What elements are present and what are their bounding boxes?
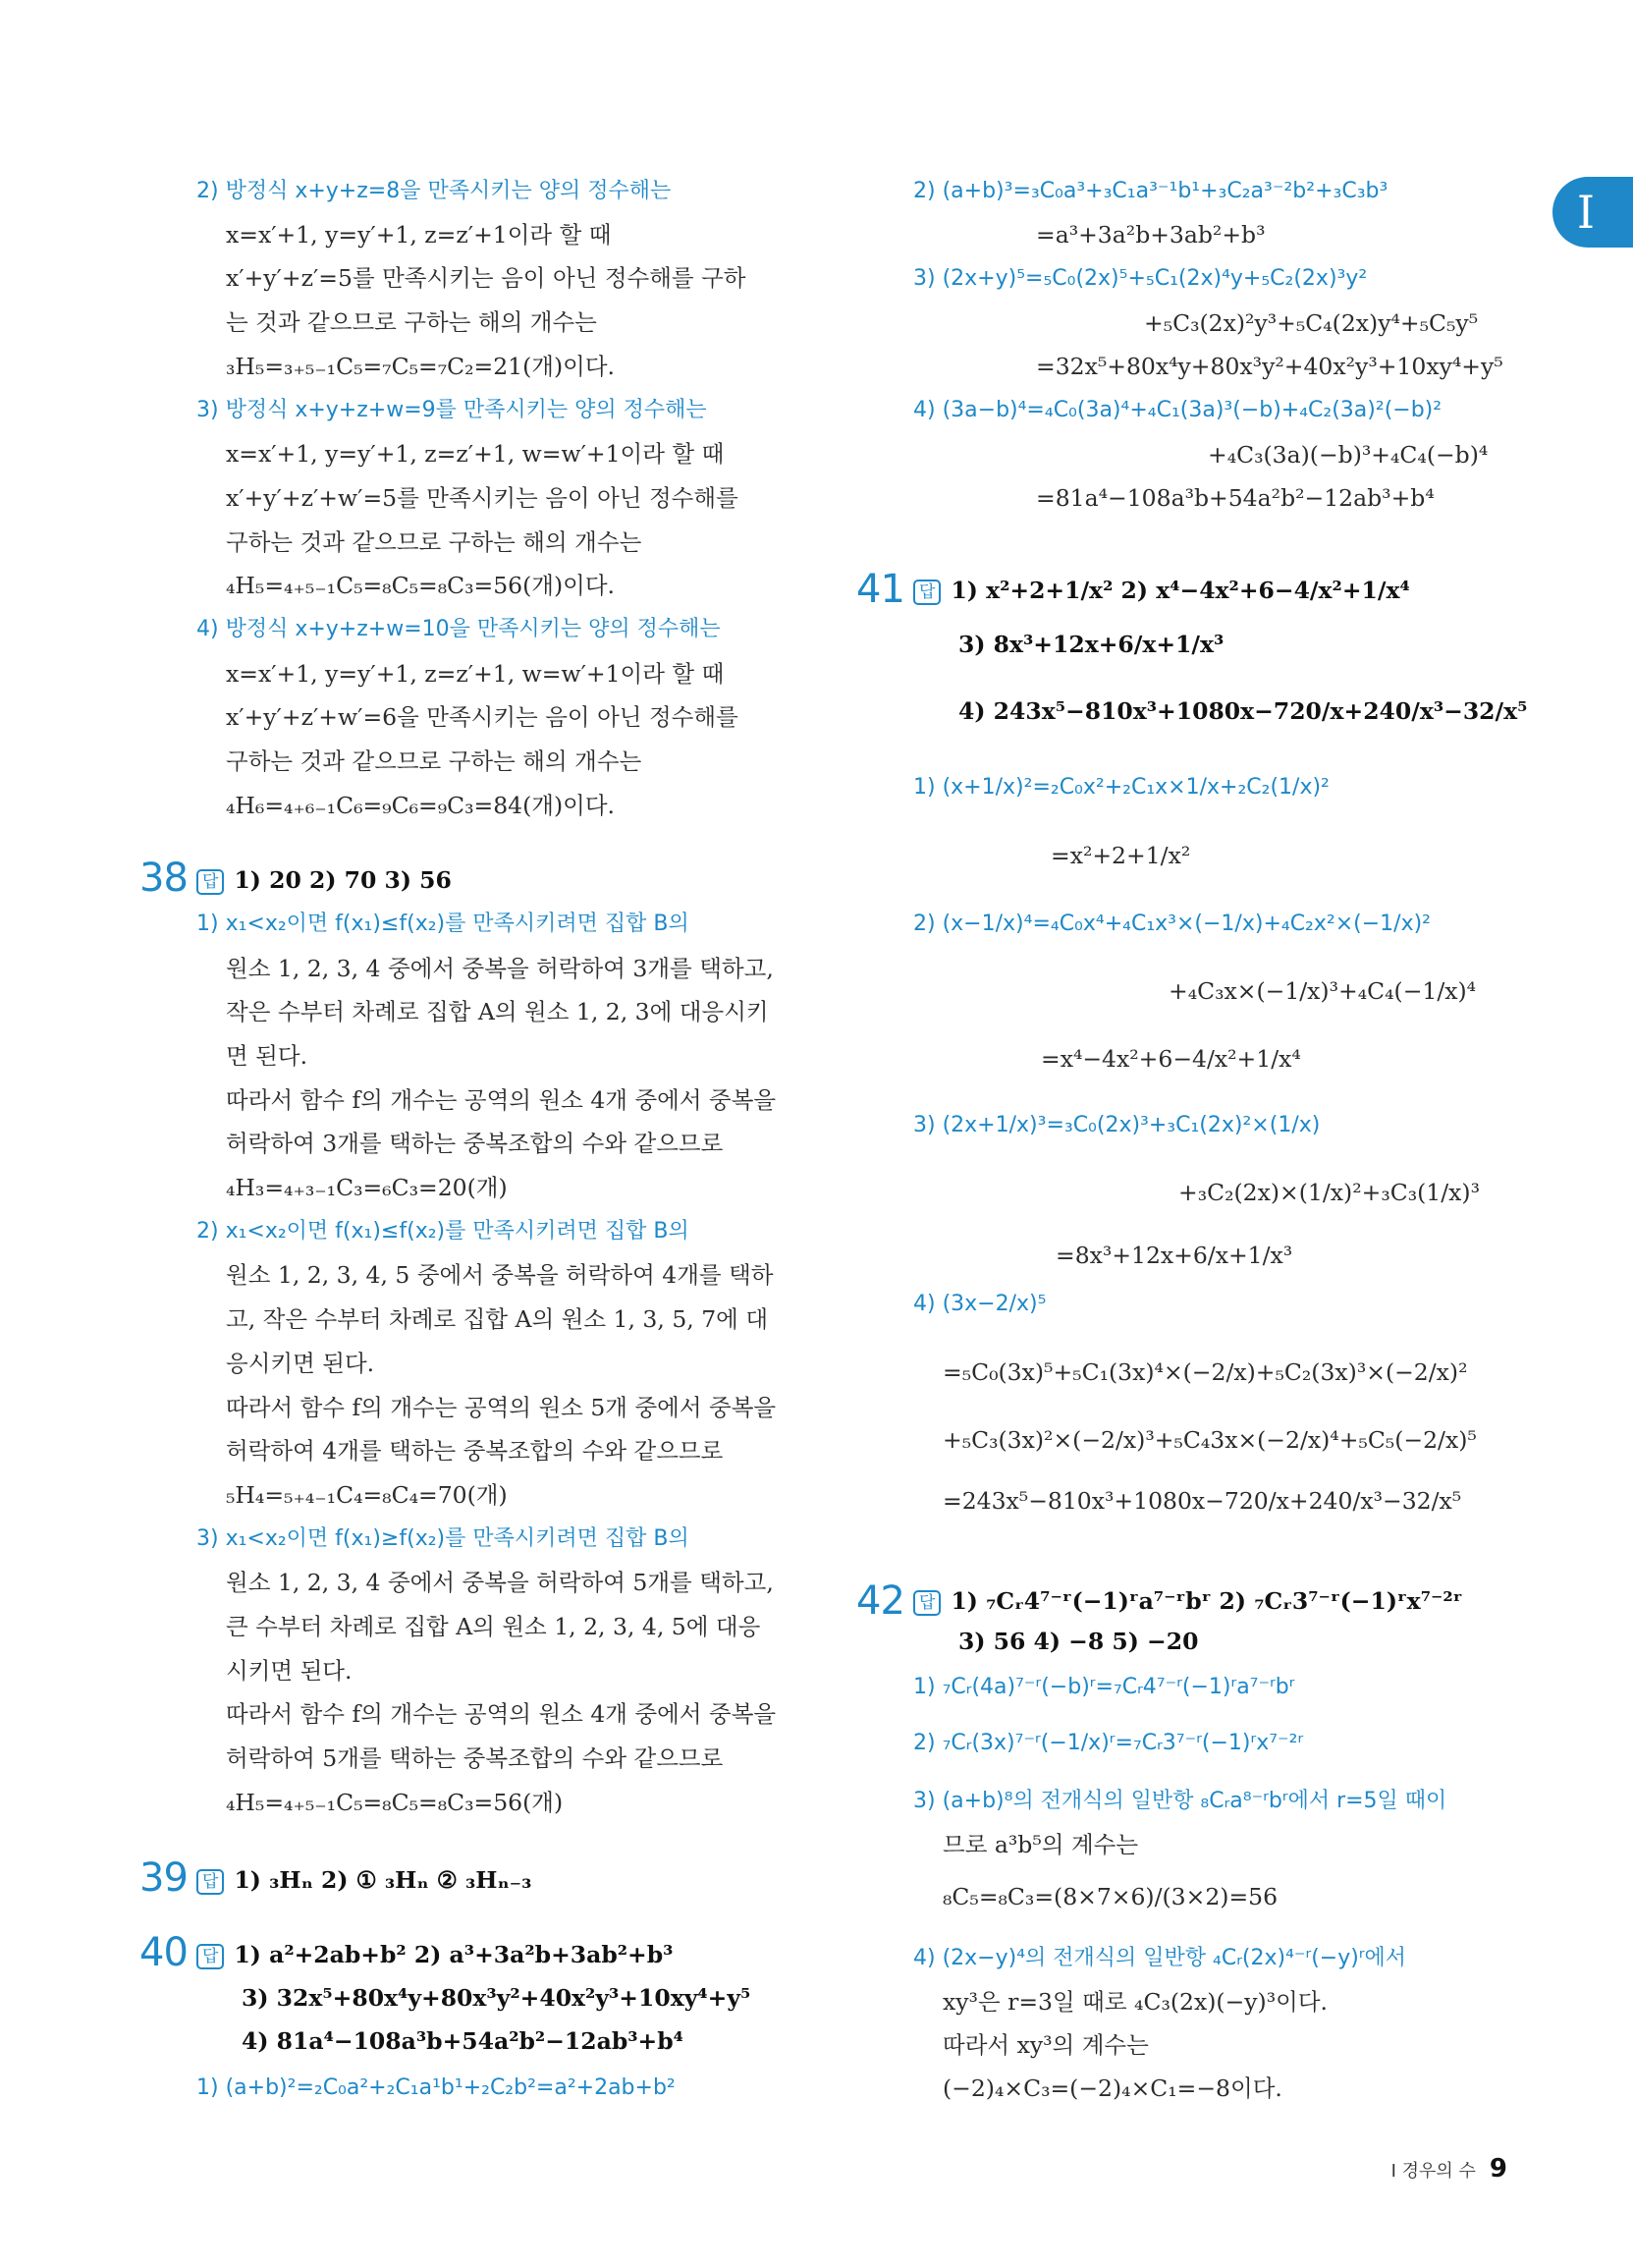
answer-line: 3) 32x⁵+80x⁴y+80x³y²+40x²y³+10xy⁴+y⁵ <box>242 1984 751 2012</box>
text-line: 4) (3x−2/x)⁵ <box>913 1292 1047 1316</box>
answer-line: 답 1) 20 2) 70 3) 56 <box>196 864 452 896</box>
text-line: ₄H₆=₄₊₆₋₁C₆=₉C₆=₉C₃=84(개)이다. <box>226 792 616 819</box>
text-line: 허락하여 4개를 택하는 중복조합의 수와 같으므로 <box>226 1437 724 1465</box>
text-line: 허락하여 5개를 택하는 중복조합의 수와 같으므로 <box>226 1744 724 1772</box>
text-line: 는 것과 같으므로 구하는 해의 개수는 <box>226 308 597 336</box>
chapter-title: I 경우의 수 <box>1390 2161 1476 2182</box>
text-line: +₅C₃(3x)²×(−2/x)³+₅C₄3x×(−2/x)⁴+₅C₅(−2/x)⁵ <box>943 1426 1477 1454</box>
text-line: 4) (3a−b)⁴=₄C₀(3a)⁴+₄C₁(3a)³(−b)+₄C₂(3a)²(−b)² <box>913 398 1442 422</box>
text-line: =81a⁴−108a³b+54a²b²−12ab³+b⁴ <box>1036 484 1435 512</box>
text-line: 응시키면 된다. <box>226 1350 375 1377</box>
text-line: 3) (a+b)⁸의 전개식의 일반항 ₈Cᵣa⁸⁻ʳbʳ에서 r=5일 때이 <box>913 1789 1447 1813</box>
text-line: 시키면 된다. <box>226 1657 353 1685</box>
text-line: 3) x₁<x₂이면 f(x₁)≥f(x₂)를 만족시키려면 집합 B의 <box>196 1526 689 1551</box>
text-line: =32x⁵+80x⁴y+80x³y²+40x²y³+10xy⁴+y⁵ <box>1036 353 1503 380</box>
answer-line: 3) 8x³+12x+6/x+1/x³ <box>958 631 1225 658</box>
text-line: 4) 방정식 x+y+z+w=10을 만족시키는 양의 정수해는 <box>196 617 721 641</box>
text-line: 2) (x−1/x)⁴=₄C₀x⁴+₄C₁x³×(−1/x)+₄C₂x²×(−1/x)² <box>913 912 1432 936</box>
text-line: 1) (x+1/x)²=₂C₀x²+₂C₁x×1/x+₂C₂(1/x)² <box>913 775 1330 800</box>
answer-badge: 답 <box>196 1869 224 1895</box>
text-line: 허락하여 3개를 택하는 중복조합의 수와 같으므로 <box>226 1130 724 1157</box>
text-line: ₃H₅=₃₊₅₋₁C₅=₇C₅=₇C₂=21(개)이다. <box>226 353 616 380</box>
text-line: 2) 방정식 x+y+z=8을 만족시키는 양의 정수해는 <box>196 179 672 203</box>
answer-line: 답 1) x²+2+1/x² 2) x⁴−4x²+6−4/x²+1/x⁴ <box>913 575 1410 606</box>
text-line: 따라서 함수 f의 개수는 공역의 원소 4개 중에서 중복을 <box>226 1700 777 1728</box>
question-number: 38 <box>139 856 188 901</box>
text-line: 원소 1, 2, 3, 4 중에서 중복을 허락하여 3개를 택하고, <box>226 955 774 982</box>
text-line: 구하는 것과 같으므로 구하는 해의 개수는 <box>226 528 642 556</box>
text-line: x′+y′+z′+w′=5를 만족시키는 음이 아닌 정수해를 <box>226 484 738 512</box>
answer-badge: 답 <box>196 869 224 895</box>
text-line: x=x′+1, y=y′+1, z=z′+1, w=w′+1이라 할 때 <box>226 660 725 688</box>
text-line: +₄C₃(3a)(−b)³+₄C₄(−b)⁴ <box>1208 441 1489 469</box>
text-line: x′+y′+z′+w′=6을 만족시키는 음이 아닌 정수해를 <box>226 703 738 731</box>
text-line: 1) ₇Cᵣ(4a)⁷⁻ʳ(−b)ʳ=₇Cᵣ4⁷⁻ʳ(−1)ʳa⁷⁻ʳbʳ <box>913 1675 1295 1699</box>
text-line: 2) ₇Cᵣ(3x)⁷⁻ʳ(−1/x)ʳ=₇Cᵣ3⁷⁻ʳ(−1)ʳx⁷⁻²ʳ <box>913 1731 1304 1755</box>
text-line: 고, 작은 수부터 차례로 집합 A의 원소 1, 3, 5, 7에 대 <box>226 1305 769 1333</box>
answer-line: 4) 81a⁴−108a³b+54a²b²−12ab³+b⁴ <box>242 2027 683 2055</box>
answer-line: 답 1) ₃Hₙ 2) ① ₃Hₙ ② ₃Hₙ₋₃ <box>196 1864 531 1896</box>
text-line: 큰 수부터 차례로 집합 A의 원소 1, 2, 3, 4, 5에 대응 <box>226 1613 761 1640</box>
answer-line: 4) 243x⁵−810x³+1080x−720/x+240/x³−32/x⁵ <box>958 697 1528 725</box>
text-line: 따라서 함수 f의 개수는 공역의 원소 5개 중에서 중복을 <box>226 1394 777 1421</box>
question-number: 41 <box>856 567 904 612</box>
text-line: 1) (a+b)²=₂C₀a²+₂C₁a¹b¹+₂C₂b²=a²+2ab+b² <box>196 2075 676 2100</box>
question-number: 39 <box>139 1855 188 1901</box>
text-line: ₄H₅=₄₊₅₋₁C₅=₈C₅=₈C₃=56(개) <box>226 1789 564 1816</box>
text-line: =8x³+12x+6/x+1/x³ <box>1056 1242 1293 1269</box>
text-line: =a³+3a²b+3ab²+b³ <box>1036 221 1266 249</box>
answer-badge: 답 <box>196 1944 224 1969</box>
chapter-side-tab: I <box>1552 177 1633 248</box>
question-number: 40 <box>139 1930 188 1975</box>
text-line: ₄H₅=₄₊₅₋₁C₅=₈C₅=₈C₃=56(개)이다. <box>226 572 616 599</box>
text-line: ₅H₄=₅₊₄₋₁C₄=₈C₄=70(개) <box>226 1481 508 1509</box>
text-line: =₅C₀(3x)⁵+₅C₁(3x)⁴×(−2/x)+₅C₂(3x)³×(−2/x)² <box>943 1358 1468 1386</box>
text-line: 원소 1, 2, 3, 4 중에서 중복을 허락하여 5개를 택하고, <box>226 1569 774 1596</box>
text-line: 3) (2x+1/x)³=₃C₀(2x)³+₃C₁(2x)²×(1/x) <box>913 1113 1321 1137</box>
page-footer <box>1391 2154 1507 2184</box>
text-line: =x⁴−4x²+6−4/x²+1/x⁴ <box>1041 1045 1301 1073</box>
text-line: 므로 a³b⁵의 계수는 <box>943 1831 1139 1858</box>
question-number: 42 <box>856 1578 904 1624</box>
text-line: 따라서 함수 f의 개수는 공역의 원소 4개 중에서 중복을 <box>226 1086 777 1114</box>
text-line: 2) (a+b)³=₃C₀a³+₃C₁a³⁻¹b¹+₃C₂a³⁻²b²+₃C₃b³ <box>913 179 1388 203</box>
answer-line: 3) 56 4) −8 5) −20 <box>958 1628 1199 1655</box>
text-line: x′+y′+z′=5를 만족시키는 음이 아닌 정수해를 구하 <box>226 264 746 292</box>
text-line: 따라서 xy³의 계수는 <box>943 2031 1149 2059</box>
text-line: 작은 수부터 차례로 집합 A의 원소 1, 2, 3에 대응시키 <box>226 998 769 1025</box>
text-line: 원소 1, 2, 3, 4, 5 중에서 중복을 허락하여 4개를 택하 <box>226 1261 774 1289</box>
text-line: xy³은 r=3일 때로 ₄C₃(2x)(−y)³이다. <box>943 1988 1328 2016</box>
text-line: 4) (2x−y)⁴의 전개식의 일반항 ₄Cᵣ(2x)⁴⁻ʳ(−y)ʳ에서 <box>913 1946 1407 1970</box>
text-line: =243x⁵−810x³+1080x−720/x+240/x³−32/x⁵ <box>943 1487 1462 1515</box>
text-line: ₄H₃=₄₊₃₋₁C₃=₆C₃=20(개) <box>226 1174 508 1201</box>
answer-badge: 답 <box>913 580 941 605</box>
page-number: 9 <box>1489 2154 1507 2184</box>
text-line: x=x′+1, y=y′+1, z=z′+1, w=w′+1이라 할 때 <box>226 440 725 468</box>
text-line: +₃C₂(2x)×(1/x)²+₃C₃(1/x)³ <box>1178 1179 1481 1206</box>
text-line: 구하는 것과 같으므로 구하는 해의 개수는 <box>226 747 642 775</box>
text-line: 3) 방정식 x+y+z+w=9를 만족시키는 양의 정수해는 <box>196 398 707 422</box>
text-line: 1) x₁<x₂이면 f(x₁)≤f(x₂)를 만족시키려면 집합 B의 <box>196 912 689 936</box>
answer-badge: 답 <box>913 1590 941 1616</box>
answer-line: 답 1) a²+2ab+b² 2) a³+3a²b+3ab²+b³ <box>196 1939 673 1970</box>
text-line: +₅C₃(2x)²y³+₅C₄(2x)y⁴+₅C₅y⁵ <box>1144 309 1479 337</box>
text-line: +₄C₃x×(−1/x)³+₄C₄(−1/x)⁴ <box>1169 977 1477 1005</box>
text-line: 면 된다. <box>226 1042 308 1070</box>
text-line: x=x′+1, y=y′+1, z=z′+1이라 할 때 <box>226 221 612 249</box>
answer-line: 답 1) ₇Cᵣ4⁷⁻ʳ(−1)ʳa⁷⁻ʳbʳ 2) ₇Cᵣ3⁷⁻ʳ(−1)ʳx⁷⁻²ʳ <box>913 1585 1462 1617</box>
text-line: ₈C₅=₈C₃=(8×7×6)/(3×2)=56 <box>943 1883 1279 1910</box>
text-line: 3) (2x+y)⁵=₅C₀(2x)⁵+₅C₁(2x)⁴y+₅C₂(2x)³y² <box>913 266 1368 291</box>
text-line: (−2)₄×C₃=(−2)₄×C₁=−8이다. <box>943 2074 1282 2102</box>
text-line: =x²+2+1/x² <box>1051 842 1191 869</box>
text-line: 2) x₁<x₂이면 f(x₁)≤f(x₂)를 만족시키려면 집합 B의 <box>196 1219 689 1244</box>
